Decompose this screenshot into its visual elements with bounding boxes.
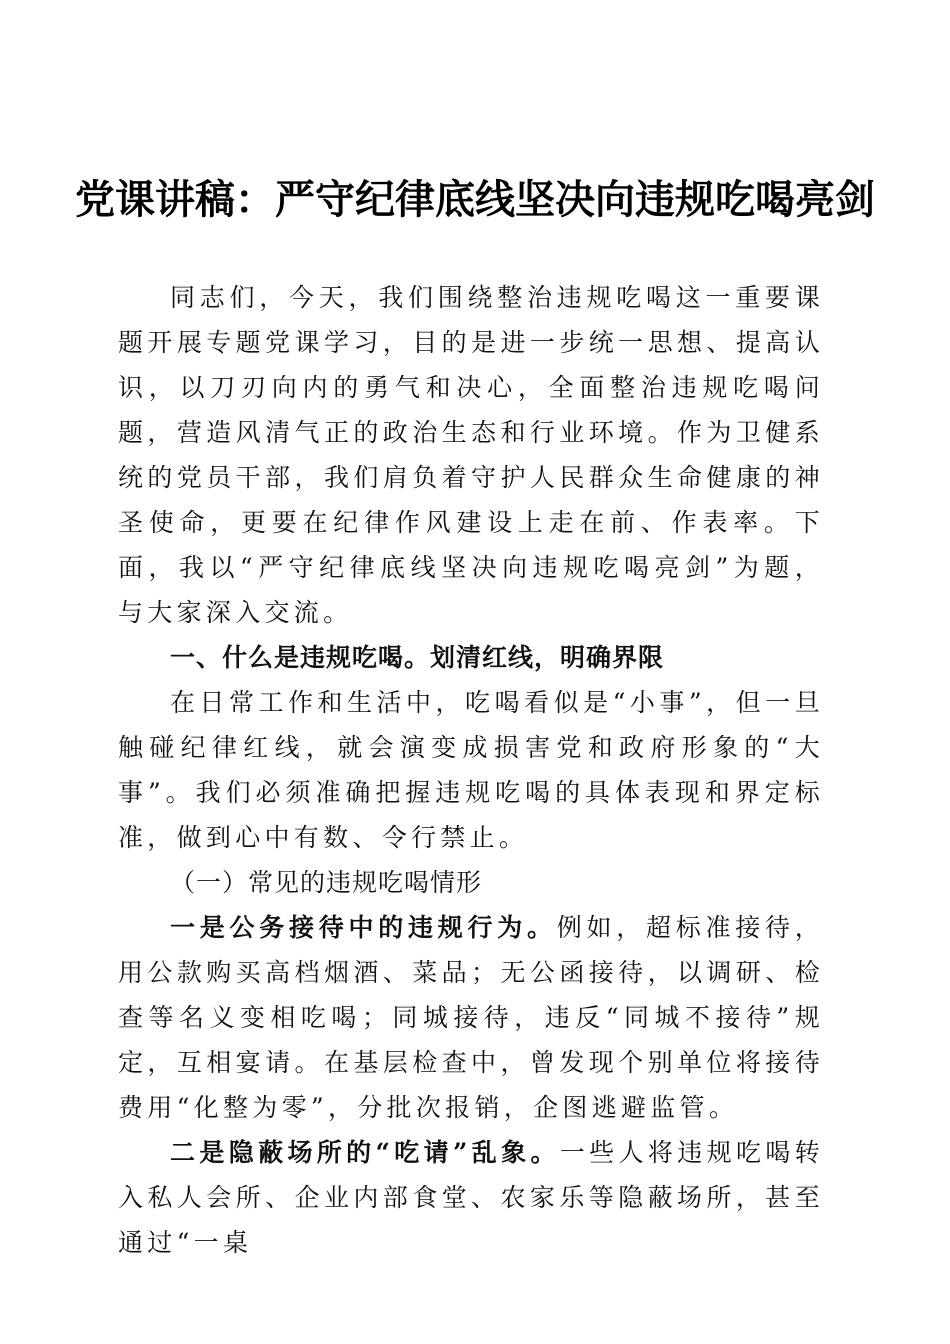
section-heading: 一、什么是违规吃喝。划清红线，明确界限 [170,643,665,672]
item-text-1: 例如，超标准接待，用公款购买高档烟酒、菜品；无公函接待，以调研、检查等名义变相吃喝；同城接待，违反“同城不接待”规定，互相宴请。在基层检查中，曾发现个别单位将接待费用“化整为零”，分批次报销，企图逃避监管。 [118,913,824,1122]
item-text-2: 一些人将违规吃喝转入私人会所、企业内部食堂、农家乐等隐蔽场所，甚至通过“一桌 [118,1138,824,1257]
document-title: 党课讲稿：严守纪律底线坚决向违规吃喝亮剑 [75,176,875,223]
section-paragraph: 在日常工作和生活中，吃喝看似是“小事”，但一旦触碰纪律红线，就会演变成损害党和政府形象的“大事”。我们必须准确把握违规吃喝的具体表现和界定标准，做到心中有数、令行禁止。 [118,688,824,852]
item-paragraph-2 [118,1130,824,1265]
item-paragraph-1 [118,905,824,1130]
item-lead-2: 二是隐蔽场所的“吃请”乱象。 [170,1138,560,1167]
subsection-heading: （一）常见的违规吃喝情形 [170,868,483,897]
item-lead-1: 一是公务接待中的违规行为。 [170,913,557,942]
intro-paragraph: 同志们，今天，我们围绕整治违规吃喝这一重要课题开展专题党课学习，目的是进一步统一思想、提高认识，以刀刃向内的勇气和决心，全面整治违规吃喝问题，营造风清气正的政治生态和行业环境。作为卫健系统的党员干部，我们肩负着守护人民群众生命健康的神圣使命，更要在纪律作风建设上走在前、作表率。下面，我以“严守纪律底线坚决向违规吃喝亮剑”为题，与大家深入交流。 [118,283,824,627]
document-body [118,275,824,1265]
